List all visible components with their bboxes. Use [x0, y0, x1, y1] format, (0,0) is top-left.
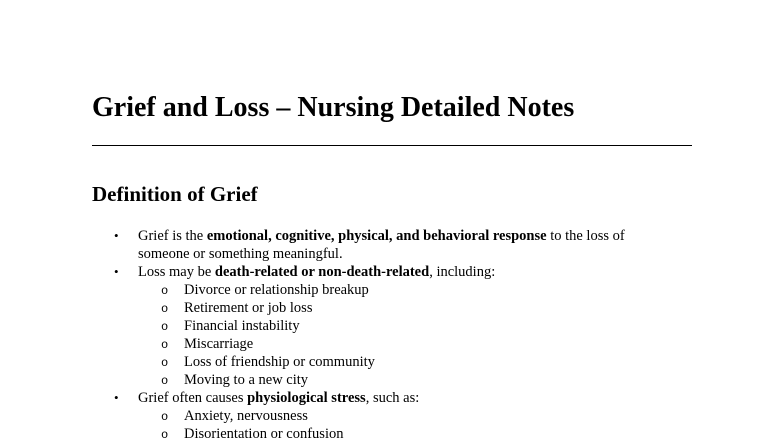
sub-list-item [0, 371, 784, 389]
item-text: Grief often causes [138, 390, 248, 406]
item-text: Loss may be [138, 264, 215, 280]
bullet-icon: • [114, 264, 119, 279]
sub-bullet-icon: o [161, 374, 169, 388]
sub-item-text: Anxiety, nervousness [184, 408, 308, 424]
sub-bullet-icon: o [161, 338, 169, 352]
sub-bullet-icon: o [161, 320, 169, 334]
sub-list-item [0, 407, 784, 425]
list-item [0, 263, 784, 281]
sub-item-text: Moving to a new city [184, 372, 309, 388]
sub-list-item [0, 335, 784, 353]
sub-list-item [0, 299, 784, 317]
sub-bullet-icon: o [161, 356, 169, 370]
sub-bullet-icon: o [161, 284, 169, 298]
list-item [0, 389, 784, 407]
item-bold-text: physiological stress [247, 390, 366, 406]
sub-item-text: Disorientation or confusion [184, 426, 344, 442]
list-item-continuation [0, 245, 784, 263]
item-text: , including: [429, 264, 496, 280]
item-text: Grief is the [138, 228, 207, 244]
sub-list-item [0, 353, 784, 371]
sub-bullet-icon: o [161, 410, 169, 424]
sub-item-text: Financial instability [184, 318, 300, 334]
item-text: to the loss of [546, 228, 625, 244]
bullet-icon: • [114, 390, 119, 405]
title-divider [92, 145, 692, 146]
sub-bullet-icon: o [161, 428, 169, 442]
item-text: someone or something meaningful. [138, 246, 343, 262]
sub-bullet-icon: o [161, 302, 169, 316]
bullet-list [0, 227, 784, 443]
item-bold-text: death-related or non-death-related [214, 264, 430, 280]
sub-list-item [0, 281, 784, 299]
sub-list-item [0, 317, 784, 335]
page-title: Grief and Loss – Nursing Detailed Notes [92, 92, 575, 123]
sub-item-text: Divorce or relationship breakup [184, 282, 369, 298]
item-text: , such as: [365, 390, 420, 406]
bullet-icon: • [114, 228, 119, 243]
sub-list-item [0, 425, 784, 443]
sub-item-text: Loss of friendship or community [184, 354, 375, 370]
sub-item-text: Miscarriage [184, 336, 254, 352]
list-item [0, 227, 784, 245]
sub-item-text: Retirement or job loss [184, 300, 313, 316]
item-bold-text: emotional, cognitive, physical, and behavioral response [206, 228, 547, 244]
section-heading: Definition of Grief [92, 182, 258, 206]
